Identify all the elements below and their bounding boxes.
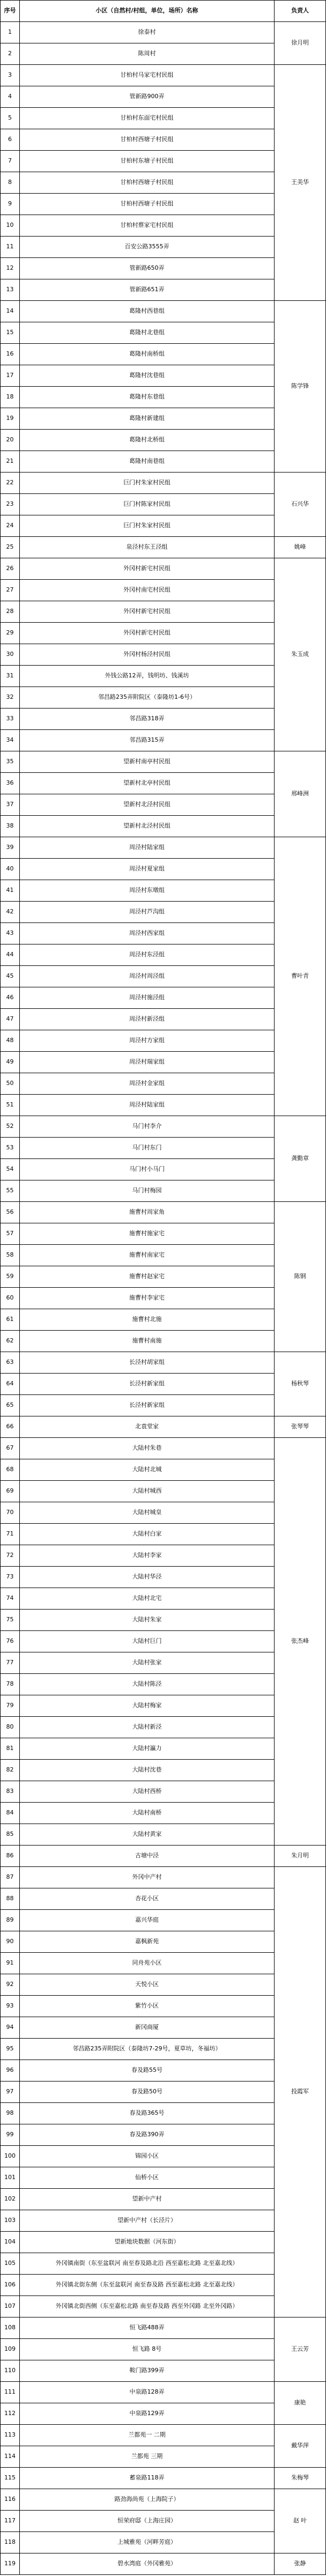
serial-number-cell: 34 <box>1 730 20 751</box>
serial-number-cell: 76 <box>1 1631 20 1652</box>
serial-number-cell: 59 <box>1 1266 20 1288</box>
community-name-cell: 蓄泉路118弄 <box>19 2468 274 2489</box>
community-name-cell: 大陆村朱家 <box>19 1610 274 1631</box>
community-name-cell: 紫竹小区 <box>19 1996 274 2017</box>
serial-number-cell: 119 <box>1 2553 20 2575</box>
serial-number-cell: 36 <box>1 773 20 794</box>
serial-number-cell: 118 <box>1 2532 20 2553</box>
serial-number-cell: 70 <box>1 1502 20 1524</box>
serial-number-cell: 3 <box>1 65 20 86</box>
serial-number-cell: 33 <box>1 708 20 730</box>
serial-number-cell: 6 <box>1 129 20 151</box>
community-name-cell: 锦园小区 <box>19 2146 274 2167</box>
community-name-cell: 外冈村南宅村民组 <box>19 580 274 601</box>
community-name-cell: 路劲海尚苑（上海院子） <box>19 2489 274 2511</box>
serial-number-cell: 113 <box>1 2425 20 2446</box>
community-name-cell: 外冈村新宅村民组 <box>19 558 274 580</box>
community-name-cell: 马门村李介 <box>19 1116 274 1138</box>
serial-number-cell: 45 <box>1 966 20 987</box>
responsible-person-cell: 朱玉成 <box>275 558 326 751</box>
community-name-cell: 周泾村瑞家组 <box>19 1052 274 1073</box>
table-row <box>1 2468 326 2489</box>
community-name-cell: 周泾村陆家组 <box>19 1095 274 1116</box>
community-name-cell: 周泾村金家组 <box>19 1073 274 1095</box>
community-name-cell: 大陆村白家 <box>19 1524 274 1545</box>
community-name-cell: 中泉路128弄 <box>19 2382 274 2403</box>
community-name-cell: 大陆村黄家 <box>19 1824 274 1846</box>
community-name-cell: 外冈镇北街东侧（东至盆联河 南至春及路 西至嘉松北路 北至嘉北线） <box>19 2275 274 2296</box>
community-name-cell: 葛隆村北桥组 <box>19 430 274 451</box>
community-name-cell: 大陆村南桥 <box>19 1803 274 1824</box>
serial-number-cell: 11 <box>1 237 20 258</box>
table-row <box>1 837 326 859</box>
serial-number-cell: 21 <box>1 451 20 473</box>
community-name-cell: 大陆村新泾 <box>19 1717 274 1738</box>
serial-number-cell: 64 <box>1 1374 20 1395</box>
responsible-person-cell: 张杰峰 <box>275 1438 326 1846</box>
serial-number-cell: 23 <box>1 494 20 515</box>
serial-number-cell: 72 <box>1 1545 20 1567</box>
serial-number-cell: 40 <box>1 859 20 880</box>
community-name-cell: 巨门村陈家村民组 <box>19 494 274 515</box>
serial-number-cell: 66 <box>1 1416 20 1438</box>
serial-number-cell: 110 <box>1 2360 20 2382</box>
serial-number-cell: 94 <box>1 2017 20 2039</box>
community-name-cell: 春及路390弄 <box>19 2124 274 2146</box>
serial-number-cell: 24 <box>1 515 20 537</box>
table-row <box>1 2553 326 2575</box>
serial-number-cell: 75 <box>1 1610 20 1631</box>
community-name-cell: 施曹村周家角 <box>19 1202 274 1223</box>
serial-number-cell: 101 <box>1 2167 20 2189</box>
community-name-cell: 葛隆村西巷组 <box>19 301 274 322</box>
community-name-cell: 大陆村沈巷 <box>19 1760 274 1781</box>
table-header-row <box>1 1 326 22</box>
community-name-cell: 施曹村施家宅 <box>19 1223 274 1245</box>
community-name-cell: 葛隆村北巷组 <box>19 322 274 344</box>
serial-number-cell: 108 <box>1 2317 20 2339</box>
table-body <box>1 22 326 2575</box>
table-row <box>1 1202 326 1223</box>
serial-number-cell: 81 <box>1 1738 20 1760</box>
community-name-cell: 大陆村梅家 <box>19 1695 274 1717</box>
community-name-cell: 邻昌路315弄 <box>19 730 274 751</box>
serial-number-cell: 19 <box>1 408 20 430</box>
community-name-cell: 望新地块数据（河东街） <box>19 2232 274 2253</box>
community-name-cell: 大陆村李家 <box>19 1545 274 1567</box>
serial-number-cell: 74 <box>1 1588 20 1610</box>
community-name-cell: 恒飞路 8号 <box>19 2339 274 2360</box>
serial-number-cell: 50 <box>1 1073 20 1095</box>
community-name-cell: 马门村小马门 <box>19 1159 274 1180</box>
community-name-cell: 春及路365号 <box>19 2103 274 2124</box>
serial-number-cell: 107 <box>1 2296 20 2317</box>
responsible-person-cell: 王美华 <box>275 65 326 301</box>
serial-number-cell: 41 <box>1 880 20 902</box>
community-name-cell: 施曹村南施 <box>19 1331 274 1352</box>
serial-number-cell: 114 <box>1 2446 20 2468</box>
community-name-cell: 葛隆村东巷组 <box>19 387 274 408</box>
community-name-cell: 百安公路3555弄 <box>19 237 274 258</box>
serial-number-cell: 65 <box>1 1395 20 1416</box>
community-name-cell: 天悦小区 <box>19 1974 274 1996</box>
community-name-cell: 中泉路129弄 <box>19 2403 274 2425</box>
serial-number-cell: 55 <box>1 1180 20 1202</box>
serial-number-cell: 92 <box>1 1974 20 1996</box>
serial-number-cell: 39 <box>1 837 20 859</box>
header-responsible-person: 负责人 <box>275 1 326 22</box>
responsible-person-cell: 戴华萍 <box>275 2425 326 2468</box>
community-name-cell: 邻昌路318弄 <box>19 708 274 730</box>
serial-number-cell: 42 <box>1 902 20 923</box>
community-name-cell: 大陆村瀛力 <box>19 1738 274 1760</box>
community-name-cell: 兰都苑 三期 <box>19 2446 274 2468</box>
serial-number-cell: 99 <box>1 2124 20 2146</box>
community-name-cell: 大陆村张家 <box>19 1652 274 1674</box>
community-name-cell: 施曹村赵家宅 <box>19 1266 274 1288</box>
serial-number-cell: 83 <box>1 1781 20 1803</box>
serial-number-cell: 89 <box>1 1910 20 1931</box>
community-name-cell: 鞍门路399弄 <box>19 2360 274 2382</box>
community-name-cell: 葛隆村南巷组 <box>19 451 274 473</box>
serial-number-cell: 35 <box>1 751 20 773</box>
community-name-cell: 大陆村华泾 <box>19 1567 274 1588</box>
community-name-cell: 长泾村新家组 <box>19 1395 274 1416</box>
serial-number-cell: 77 <box>1 1652 20 1674</box>
responsible-person-cell: 朱梅琴 <box>275 2468 326 2489</box>
community-name-cell: 陈周村 <box>19 43 274 65</box>
table-row <box>1 1416 326 1438</box>
community-name-cell: 周泾村方家组 <box>19 1030 274 1052</box>
responsible-person-cell: 王云芳 <box>275 2317 326 2382</box>
responsible-person-cell: 投霞军 <box>275 1867 326 2317</box>
responsible-person-cell: 杨秋琴 <box>275 1352 326 1416</box>
serial-number-cell: 14 <box>1 301 20 322</box>
serial-number-cell: 105 <box>1 2253 20 2275</box>
responsible-person-cell: 曹叶青 <box>275 837 326 1116</box>
community-name-cell: 碧水湾庭（外冈雅苑） <box>19 2553 274 2575</box>
community-name-cell: 葛隆村沈巷组 <box>19 365 274 387</box>
table-row <box>1 65 326 86</box>
community-name-cell: 甘柏村蔡家宅村民组 <box>19 215 274 237</box>
serial-number-cell: 104 <box>1 2232 20 2253</box>
community-name-cell: 外冈村新宅村民组 <box>19 623 274 644</box>
community-name-cell: 周泾村陆家组 <box>19 837 274 859</box>
community-name-cell: 巨门村朱家村民组 <box>19 515 274 537</box>
serial-number-cell: 63 <box>1 1352 20 1374</box>
community-name-cell: 仙桥小区 <box>19 2167 274 2189</box>
header-community-name: 小区（自然村/村组，单位，场所）名称 <box>19 1 274 22</box>
table-row <box>1 473 326 494</box>
community-name-cell: 施曹村北施 <box>19 1309 274 1331</box>
community-name-cell: 周泾村芦沟组 <box>19 902 274 923</box>
serial-number-cell: 10 <box>1 215 20 237</box>
serial-number-cell: 38 <box>1 816 20 837</box>
serial-number-cell: 9 <box>1 194 20 215</box>
serial-number-cell: 12 <box>1 258 20 279</box>
community-name-cell: 外冈村新宅村民组 <box>19 601 274 623</box>
serial-number-cell: 78 <box>1 1674 20 1695</box>
serial-number-cell: 82 <box>1 1760 20 1781</box>
community-name-cell: 大陆村城西 <box>19 1481 274 1502</box>
serial-number-cell: 4 <box>1 86 20 108</box>
community-name-cell: 古塘中泾 <box>19 1846 274 1867</box>
community-name-cell: 望新村北亭村民组 <box>19 773 274 794</box>
serial-number-cell: 91 <box>1 1953 20 1974</box>
community-name-cell: 北袁堂家 <box>19 1416 274 1438</box>
community-name-cell: 大陆村西桥 <box>19 1781 274 1803</box>
community-name-cell: 望新村北泾村民组 <box>19 816 274 837</box>
serial-number-cell: 84 <box>1 1803 20 1824</box>
community-name-cell: 甘柏村东塘子村民组 <box>19 151 274 172</box>
community-name-cell: 嘉枫新苑 <box>19 1931 274 1953</box>
serial-number-cell: 73 <box>1 1567 20 1588</box>
community-name-cell: 大陆村城皇 <box>19 1502 274 1524</box>
serial-number-cell: 28 <box>1 601 20 623</box>
serial-number-cell: 22 <box>1 473 20 494</box>
serial-number-cell: 17 <box>1 365 20 387</box>
responsible-person-cell: 龚勤章 <box>275 1116 326 1202</box>
community-name-cell: 管新路900弄 <box>19 86 274 108</box>
serial-number-cell: 62 <box>1 1331 20 1352</box>
serial-number-cell: 20 <box>1 430 20 451</box>
serial-number-cell: 102 <box>1 2189 20 2210</box>
serial-number-cell: 5 <box>1 108 20 129</box>
community-name-cell: 望新中产村 <box>19 2189 274 2210</box>
table-row <box>1 537 326 558</box>
community-name-cell: 甘柏村西塘子村民组 <box>19 129 274 151</box>
serial-number-cell: 16 <box>1 344 20 365</box>
serial-number-cell: 106 <box>1 2275 20 2296</box>
community-name-cell: 杏花小区 <box>19 1888 274 1910</box>
community-name-cell: 大陆村朱巷 <box>19 1438 274 1459</box>
community-name-cell: 周泾村施泾组 <box>19 987 274 1009</box>
serial-number-cell: 58 <box>1 1245 20 1266</box>
serial-number-cell: 93 <box>1 1996 20 2017</box>
responsible-person-cell: 陈钢 <box>275 1202 326 1352</box>
community-name-cell: 兰都苑一 二期 <box>19 2425 274 2446</box>
table-row <box>1 1846 326 1867</box>
community-name-cell: 外冈镇南街（东至盆联河 南至春及路北沿 西至嘉松北路 北至嘉北线） <box>19 2253 274 2275</box>
community-name-cell: 长泾村新家组 <box>19 1374 274 1395</box>
responsible-person-cell: 赵 叶 <box>275 2489 326 2553</box>
serial-number-cell: 32 <box>1 687 20 708</box>
serial-number-cell: 116 <box>1 2489 20 2511</box>
responsible-person-cell: 石兴华 <box>275 473 326 537</box>
table-row <box>1 2317 326 2339</box>
serial-number-cell: 100 <box>1 2146 20 2167</box>
community-name-cell: 甘柏村马家宅村民组 <box>19 65 274 86</box>
serial-number-cell: 30 <box>1 644 20 666</box>
serial-number-cell: 60 <box>1 1288 20 1309</box>
community-name-cell: 管新路650弄 <box>19 258 274 279</box>
serial-number-cell: 61 <box>1 1309 20 1331</box>
community-name-cell: 望新中产村（长泾片） <box>19 2210 274 2232</box>
serial-number-cell: 112 <box>1 2403 20 2425</box>
responsible-person-cell: 邢峰洲 <box>275 751 326 837</box>
community-name-cell: 上城雅苑（河畔芳庭） <box>19 2532 274 2553</box>
table-row <box>1 1867 326 1888</box>
serial-number-cell: 47 <box>1 1009 20 1030</box>
community-name-cell: 周泾村周泾组 <box>19 966 274 987</box>
community-name-cell: 施曹村南家宅 <box>19 1245 274 1266</box>
serial-number-cell: 71 <box>1 1524 20 1545</box>
serial-number-cell: 8 <box>1 172 20 194</box>
serial-number-cell: 57 <box>1 1223 20 1245</box>
serial-number-cell: 97 <box>1 2082 20 2103</box>
serial-number-cell: 49 <box>1 1052 20 1073</box>
community-name-cell: 葛隆村新建组 <box>19 408 274 430</box>
serial-number-cell: 2 <box>1 43 20 65</box>
responsible-person-cell: 陈学锋 <box>275 301 326 473</box>
community-name-cell: 甘柏村西塘子村民组 <box>19 194 274 215</box>
community-name-cell: 周泾村新泾组 <box>19 1009 274 1030</box>
serial-number-cell: 53 <box>1 1138 20 1159</box>
serial-number-cell: 103 <box>1 2210 20 2232</box>
community-name-cell: 泉泾村东王泾组 <box>19 537 274 558</box>
community-name-cell: 马门村东门 <box>19 1138 274 1159</box>
serial-number-cell: 111 <box>1 2382 20 2403</box>
serial-number-cell: 85 <box>1 1824 20 1846</box>
serial-number-cell: 46 <box>1 987 20 1009</box>
serial-number-cell: 54 <box>1 1159 20 1180</box>
community-name-cell: 望新村北泾村民组 <box>19 794 274 816</box>
serial-number-cell: 98 <box>1 2103 20 2124</box>
community-name-cell: 大陆村陈泾 <box>19 1674 274 1695</box>
community-name-cell: 嘉兴华庭 <box>19 1910 274 1931</box>
table-row <box>1 1116 326 1138</box>
serial-number-cell: 48 <box>1 1030 20 1052</box>
responsible-person-cell: 姚峰 <box>275 537 326 558</box>
serial-number-cell: 117 <box>1 2511 20 2532</box>
community-name-cell: 大陆村巨门 <box>19 1631 274 1652</box>
community-name-cell: 施曹村李家宅 <box>19 1288 274 1309</box>
serial-number-cell: 26 <box>1 558 20 580</box>
serial-number-cell: 86 <box>1 1846 20 1867</box>
responsible-person-cell: 张琴琴 <box>275 1416 326 1438</box>
serial-number-cell: 68 <box>1 1459 20 1481</box>
community-name-cell: 外冈村杨泾村民组 <box>19 644 274 666</box>
community-name-cell: 长泾村胡家组 <box>19 1352 274 1374</box>
community-name-cell: 周泾村东泾组 <box>19 944 274 966</box>
community-name-cell: 外冈中产村 <box>19 1867 274 1888</box>
serial-number-cell: 27 <box>1 580 20 601</box>
responsible-person-cell: 张静 <box>275 2553 326 2575</box>
header-serial-number: 序号 <box>1 1 20 22</box>
serial-number-cell: 37 <box>1 794 20 816</box>
community-name-cell: 马门村梅园 <box>19 1180 274 1202</box>
serial-number-cell: 44 <box>1 944 20 966</box>
serial-number-cell: 95 <box>1 2039 20 2060</box>
serial-number-cell: 88 <box>1 1888 20 1910</box>
serial-number-cell: 80 <box>1 1717 20 1738</box>
community-name-cell: 邻昌路235弄附院区（泰隆坊1-6号） <box>19 687 274 708</box>
serial-number-cell: 56 <box>1 1202 20 1223</box>
table-row <box>1 1438 326 1459</box>
table-row <box>1 558 326 580</box>
table-row <box>1 301 326 322</box>
community-name-cell: 甘柏村东面宅村民组 <box>19 108 274 129</box>
community-name-cell: 周泾村西家组 <box>19 923 274 944</box>
community-name-cell: 大陆村北城 <box>19 1459 274 1481</box>
community-name-cell: 望新村南亭村民组 <box>19 751 274 773</box>
table-row <box>1 1352 326 1374</box>
table-row <box>1 2382 326 2403</box>
community-name-cell: 巨门村朱家村民组 <box>19 473 274 494</box>
community-name-cell: 春及路55号 <box>19 2060 274 2082</box>
serial-number-cell: 79 <box>1 1695 20 1717</box>
community-name-cell: 甘柏村西塘子村民组 <box>19 172 274 194</box>
community-name-cell: 周泾村东墩组 <box>19 880 274 902</box>
responsible-person-cell: 康艳 <box>275 2382 326 2425</box>
serial-number-cell: 13 <box>1 279 20 301</box>
community-name-cell: 外钱公路12弄，钱明坊、钱溪坊 <box>19 666 274 687</box>
serial-number-cell: 7 <box>1 151 20 172</box>
table-row <box>1 22 326 43</box>
table-row <box>1 2425 326 2446</box>
community-name-cell: 葛隆村南桥组 <box>19 344 274 365</box>
serial-number-cell: 51 <box>1 1095 20 1116</box>
responsible-person-cell: 徐月明 <box>275 22 326 65</box>
table-row <box>1 751 326 773</box>
community-name-cell: 大陆村北宅 <box>19 1588 274 1610</box>
responsible-person-cell: 朱月明 <box>275 1846 326 1867</box>
community-name-cell: 恒飞路488弄 <box>19 2317 274 2339</box>
serial-number-cell: 18 <box>1 387 20 408</box>
serial-number-cell: 115 <box>1 2468 20 2489</box>
community-name-cell: 恒荣府邸（上海庄园） <box>19 2511 274 2532</box>
serial-number-cell: 90 <box>1 1931 20 1953</box>
serial-number-cell: 43 <box>1 923 20 944</box>
serial-number-cell: 109 <box>1 2339 20 2360</box>
table-row <box>1 2489 326 2511</box>
community-name-cell: 徐泰村 <box>19 22 274 43</box>
community-name-cell: 邻昌路235弄附院区（泰隆坊7-29号，夏草坊，冬福坊） <box>19 2039 274 2060</box>
serial-number-cell: 69 <box>1 1481 20 1502</box>
community-name-cell: 同舟苑小区 <box>19 1953 274 1974</box>
serial-number-cell: 29 <box>1 623 20 644</box>
serial-number-cell: 96 <box>1 2060 20 2082</box>
serial-number-cell: 1 <box>1 22 20 43</box>
serial-number-cell: 25 <box>1 537 20 558</box>
serial-number-cell: 15 <box>1 322 20 344</box>
community-name-cell: 管新路651弄 <box>19 279 274 301</box>
serial-number-cell: 87 <box>1 1867 20 1888</box>
community-name-cell: 新冈商厦 <box>19 2017 274 2039</box>
serial-number-cell: 67 <box>1 1438 20 1459</box>
community-name-cell: 外冈镇北街西侧（东至嘉松北路 南至春及路 西至外冈路 北至外冈路） <box>19 2296 274 2317</box>
community-name-cell: 周泾村夏家组 <box>19 859 274 880</box>
community-name-cell: 春及路50号 <box>19 2082 274 2103</box>
serial-number-cell: 31 <box>1 666 20 687</box>
serial-number-cell: 52 <box>1 1116 20 1138</box>
